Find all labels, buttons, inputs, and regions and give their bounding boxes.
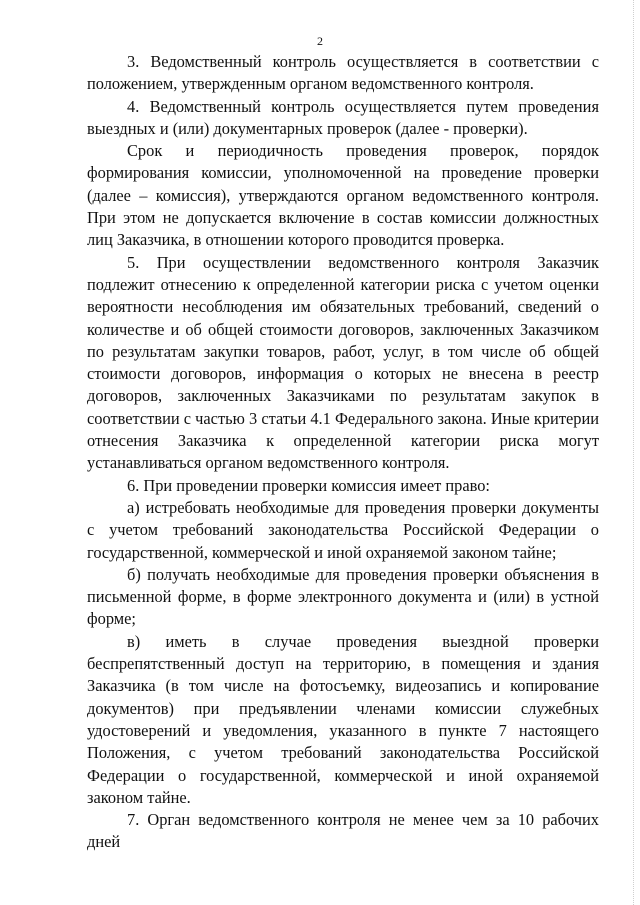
page-number: 2 — [317, 34, 323, 48]
paragraph-item-6: 6. При проведении проверки комиссия имеет право: — [127, 475, 490, 495]
paragraph-item-6b: б) получать необходимые для проведения проверки объяснения в письменной форме, в форме электронного документа и (или) в устной форме; — [87, 564, 599, 629]
paragraph-item-6v: в) иметь в случае проведения выездной проверки беспрепятственный доступ на территорию, в помещения и здания Заказчика (в том числе на фотосъемку, видеозапись и копирование документов) при предъявлении членами комиссии служебных удостоверений и уведомления, указанного в пункте 7 настоящего Положения, с учетом требований законодательства Российской Федерации о государственной, коммерческой и иной охраняемой законом тайне. — [87, 631, 599, 807]
paragraph-item-6a: а) истребовать необходимые для проведения проверки документы с учетом требований законодательства Российской Федерации о государственной, коммерческой и иной охраняемой законом тайне; — [87, 497, 599, 562]
paragraph-item-5: 5. При осуществлении ведомственного контроля Заказчик подлежит отнесению к определенной категории риска с учетом оценки вероятности несоблюдения им обязательных требований, сведений о количестве и об общей стоимости договоров, заключенных Заказчиком по результатам закупки товаров, работ, услуг, в том числе об общей стоимости договоров, информация о которых не внесена в реестр договоров, заключенных Заказчиками по результатам закупок в соответствии с частью 3 статьи 4.1 Федерального закона. Иные критерии отнесения Заказчика к определенной категории риска могут устанавливаться органом ведомственного контроля. — [87, 252, 599, 473]
paragraph-item-3: 3. Ведомственный контроль осуществляется в соответствии с положением, утвержденным органом ведомственного контроля. — [87, 52, 599, 94]
paragraph-item-4: 4. Ведомственный контроль осуществляется путем проведения выездных и (или) документарных проверок (далее - проверки). — [87, 96, 599, 138]
paragraph-commission-term: Срок и периодичность проведения проверок, порядок формирования комиссии, уполномоченной на проведение проверки (далее – комиссия), утверждаются органом ведомственного контроля. При этом не допускается включение в состав комиссии должностных лиц Заказчика, в отношении которого проводится проверка. — [87, 141, 599, 250]
scan-edge — [633, 0, 640, 905]
document-body — [87, 51, 599, 854]
paragraph-item-7: 7. Орган ведомственного контроля не менее чем за 10 рабочих дней — [87, 810, 599, 852]
